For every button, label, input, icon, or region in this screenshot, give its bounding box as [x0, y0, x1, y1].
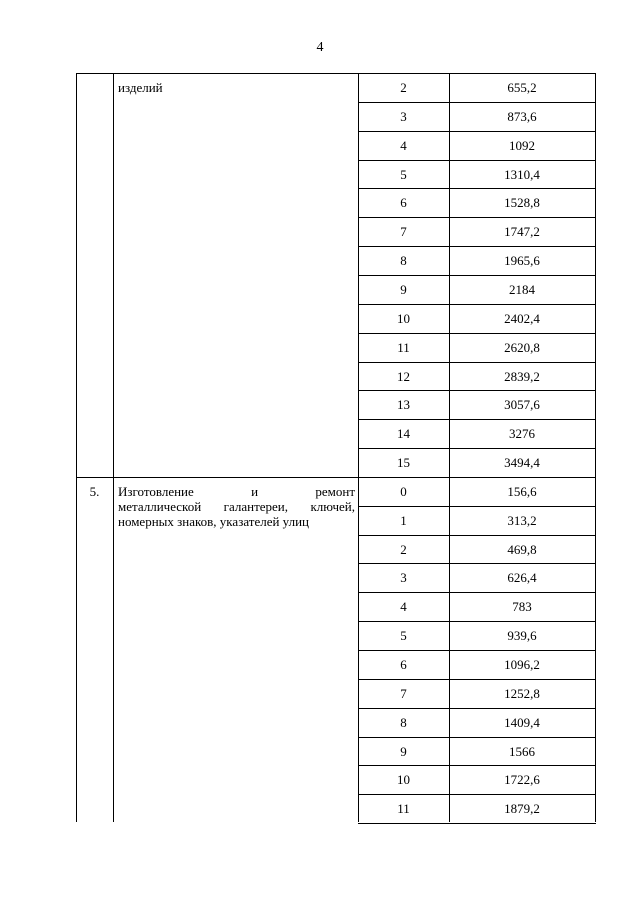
row-count: 5	[400, 166, 407, 182]
row-value: 313,2	[507, 512, 537, 528]
row-separator	[358, 362, 596, 363]
row-count: 7	[400, 685, 407, 701]
row-value: 1528,8	[504, 195, 540, 211]
row-value: 2402,4	[504, 310, 540, 326]
row-value: 3276	[509, 426, 535, 442]
row-count: 6	[400, 657, 407, 672]
row-value: 1965,6	[504, 253, 540, 269]
row-separator	[358, 679, 596, 680]
row-separator	[358, 765, 596, 766]
row-value: 1747,2	[504, 224, 540, 240]
row-count: 3	[400, 108, 407, 124]
row-value: 939,6	[507, 628, 537, 644]
row-count: 5	[400, 628, 407, 644]
row-count: 2	[400, 80, 407, 95]
row-separator	[358, 131, 596, 132]
row-count: 15	[397, 455, 410, 471]
row-value: 3494,4	[504, 455, 540, 471]
row-value: 783	[512, 599, 532, 615]
row-value: 1092	[509, 137, 535, 153]
row-separator	[358, 563, 596, 564]
row-separator	[358, 535, 596, 536]
description-line: металлической галантереи, ключей,	[118, 498, 355, 514]
row-value: 2620,8	[504, 339, 540, 355]
row-separator	[358, 160, 596, 161]
row-separator	[358, 506, 596, 507]
row-separator	[358, 275, 596, 276]
row-separator	[358, 419, 596, 420]
row-value: 156,6	[507, 483, 537, 499]
row-value: 1252,8	[504, 685, 540, 701]
row-count: 4	[400, 599, 407, 615]
row-separator	[358, 708, 596, 709]
row-count: 4	[400, 137, 407, 153]
row-value: 1096,2	[504, 657, 540, 672]
row-count: 11	[397, 801, 410, 817]
row-value: 1879,2	[504, 801, 540, 817]
row-count: 9	[400, 281, 407, 297]
row-value: 2184	[509, 281, 535, 297]
row-count: 11	[397, 339, 410, 355]
row-count: 8	[400, 253, 407, 269]
row-count: 8	[400, 714, 407, 730]
row-value: 1409,4	[504, 714, 540, 730]
row-count: 2	[400, 541, 407, 557]
row-count: 1	[400, 512, 407, 528]
description-line: изделий	[118, 80, 163, 95]
row-separator	[358, 794, 596, 795]
row-count: 14	[397, 426, 410, 442]
section-number: 5.	[89, 483, 100, 499]
column-border	[76, 73, 77, 822]
row-value: 1310,4	[504, 166, 540, 182]
row-separator	[358, 333, 596, 334]
column-border	[113, 73, 114, 822]
row-count: 10	[397, 310, 410, 326]
section-description	[118, 484, 355, 529]
row-count: 0	[400, 483, 407, 499]
row-count: 13	[397, 397, 410, 413]
row-separator	[358, 621, 596, 622]
row-separator	[358, 823, 596, 824]
description-line: Изготовление и ремонт	[118, 483, 355, 499]
row-count: 12	[397, 368, 410, 384]
table-top-border	[76, 73, 596, 74]
row-separator	[358, 102, 596, 103]
row-count: 9	[400, 743, 407, 759]
row-separator	[358, 592, 596, 593]
row-separator	[358, 188, 596, 189]
description-line: номерных знаков, указателей улиц	[118, 513, 310, 529]
section-separator	[76, 477, 596, 478]
row-value: 469,8	[507, 541, 537, 557]
page-number: 4	[316, 40, 324, 55]
row-separator	[358, 304, 596, 305]
row-value: 2839,2	[504, 368, 540, 384]
row-value: 655,2	[507, 80, 537, 95]
row-value: 626,4	[507, 570, 537, 586]
row-value: 3057,6	[504, 397, 540, 413]
row-value: 873,6	[507, 108, 537, 124]
row-separator	[358, 246, 596, 247]
row-count: 7	[400, 224, 407, 240]
row-separator	[358, 217, 596, 218]
row-count: 3	[400, 570, 407, 586]
row-count: 6	[400, 195, 407, 211]
row-separator	[358, 650, 596, 651]
row-count: 10	[397, 772, 410, 788]
row-value: 1566	[509, 743, 535, 759]
row-separator	[358, 390, 596, 391]
section-description	[118, 80, 355, 95]
row-value: 1722,6	[504, 772, 540, 788]
row-separator	[358, 737, 596, 738]
row-separator	[358, 448, 596, 449]
